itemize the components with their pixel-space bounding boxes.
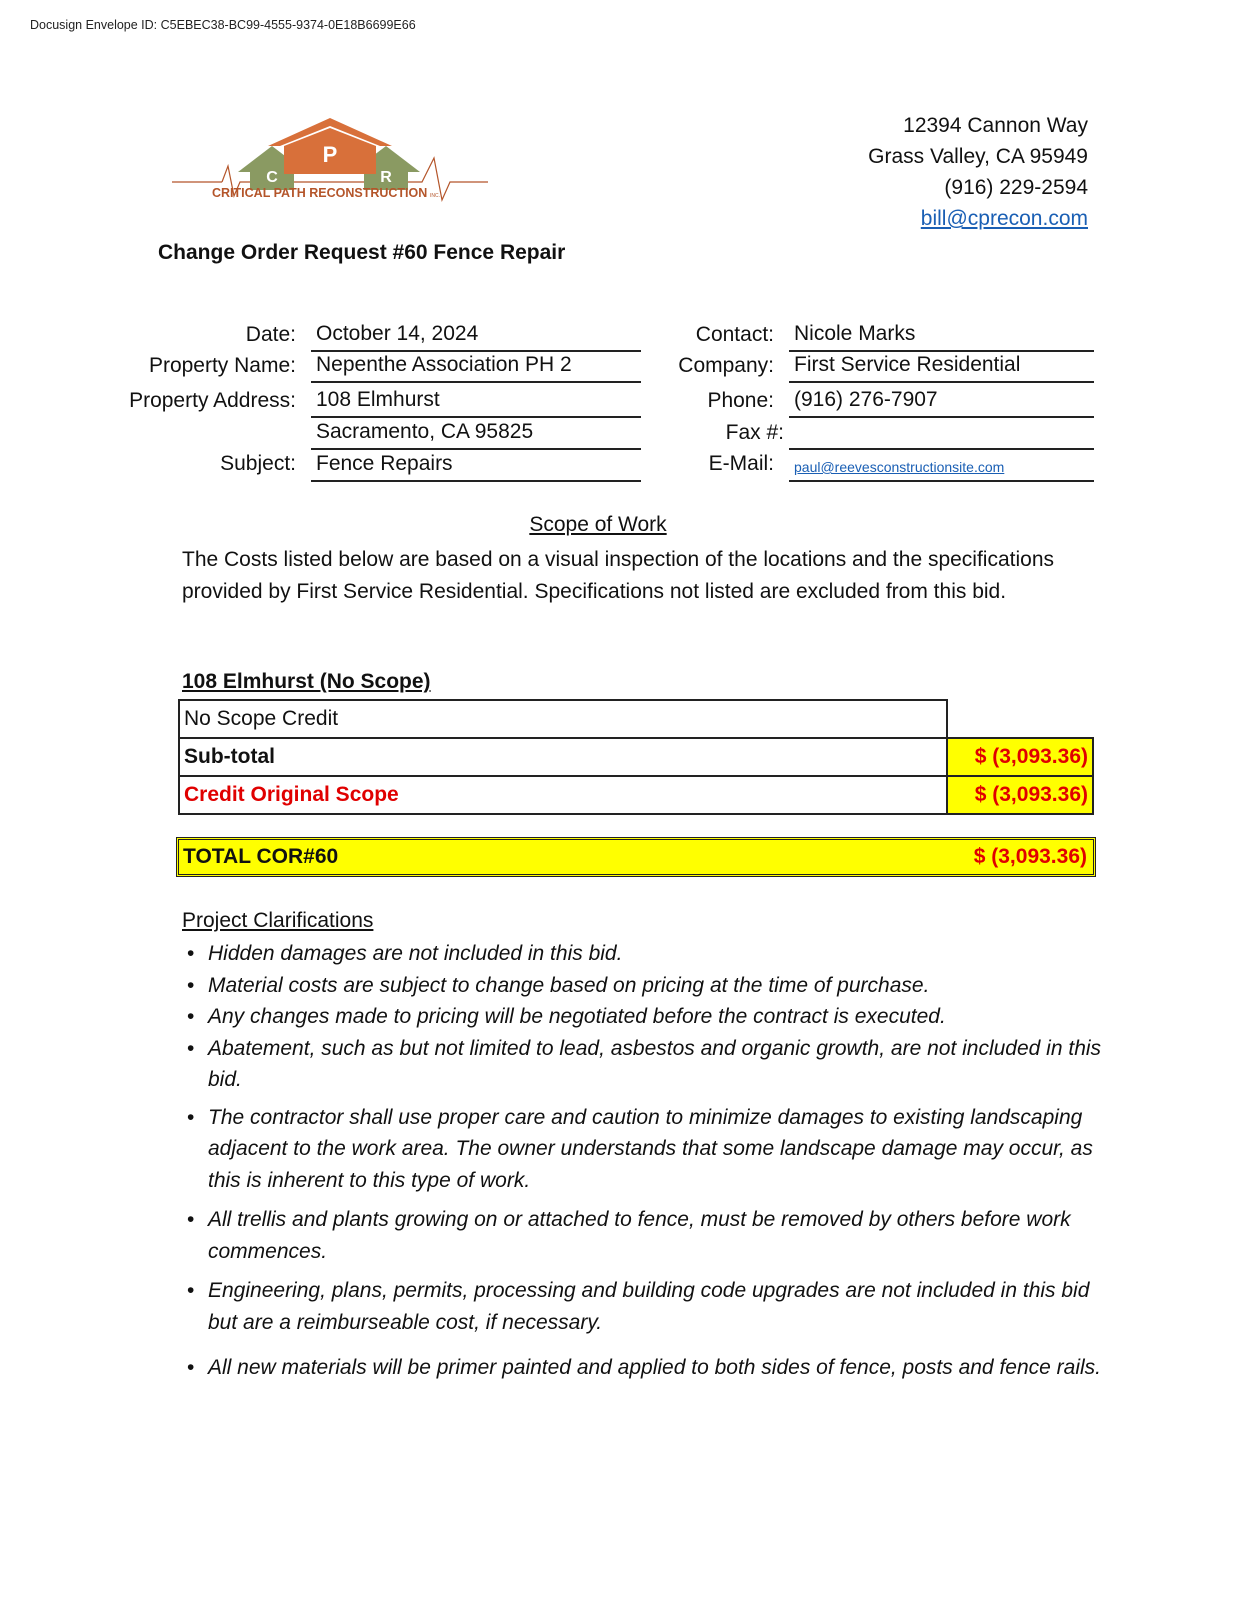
total-amount: $ (3,093.36)	[973, 845, 1087, 868]
scope-text: The Costs listed below are based on a visual inspection of the locations and the specifications provided by First Service Residential. Specifications not listed are excluded from this bid.	[182, 548, 1055, 603]
section-heading: 108 Elmhurst (No Scope)	[182, 670, 431, 693]
logo-company-name: CRITICAL PATH RECONSTRUCTION	[212, 186, 428, 200]
property-address-line-1: 108 Elmhurst	[311, 386, 641, 418]
list-item: • Any changes made to pricing will be negotiated before the contract is executed.	[182, 1001, 1102, 1033]
credit-label: Credit Original Scope	[179, 776, 947, 814]
contact-email-link[interactable]: paul@reevesconstructionsite.com	[794, 459, 1005, 475]
company-city: Grass Valley, CA 95949	[868, 145, 1088, 168]
line-item-amount	[947, 700, 1093, 738]
subtotal-amount: $ (3,093.36)	[947, 738, 1093, 776]
list-item: • All new materials will be primer painted and applied to both sides of fence, posts and fence rails.	[182, 1352, 1102, 1384]
email-value	[789, 450, 1094, 482]
company-address	[868, 110, 1088, 234]
list-item: • All trellis and plants growing on or attached to fence, must be removed by others before work commences.	[182, 1204, 1102, 1267]
logo-letter-p: P	[322, 142, 338, 167]
logo-letter-c: C	[266, 169, 278, 186]
property-name-label: Property Name:	[148, 354, 296, 377]
logo-suffix: INC.	[430, 193, 440, 199]
list-item: • Engineering, plans, permits, processing and building code upgrades are not included in this bid but are a reimburseable cost, if necessary.	[182, 1275, 1102, 1338]
docusign-envelope-id: Docusign Envelope ID: C5EBEC38-BC99-4555-9374-0E18B6699E66	[30, 18, 416, 32]
property-name-value: Nepenthe Association PH 2	[311, 351, 641, 383]
company-street: 12394 Cannon Way	[903, 114, 1088, 137]
document-title: Change Order Request #60 Fence Repair	[158, 241, 566, 264]
clarifications-title: Project Clarifications	[182, 909, 374, 932]
clarifications-list	[182, 938, 1102, 1384]
table-row	[179, 738, 1093, 776]
total-label: TOTAL COR#60	[183, 845, 339, 868]
company-logo	[172, 116, 488, 212]
property-address-label: Property Address:	[129, 389, 296, 412]
subject-value: Fence Repairs	[311, 450, 641, 482]
date-label: Date:	[245, 323, 296, 346]
company-value: First Service Residential	[789, 351, 1094, 383]
list-item: • Material costs are subject to change based on pricing at the time of purchase.	[182, 970, 1102, 1002]
company-email-link[interactable]: bill@cprecon.com	[920, 207, 1088, 230]
date-value: October 14, 2024	[311, 320, 641, 352]
credit-amount: $ (3,093.36)	[947, 776, 1093, 814]
list-item: • Hidden damages are not included in this bid.	[182, 938, 1102, 970]
cost-table	[178, 699, 1094, 815]
phone-value: (916) 276-7907	[789, 386, 1094, 418]
list-item: • The contractor shall use proper care and caution to minimize damages to existing landscaping adjacent to the work area. The owner understands that some landscape damage may occur, as this is inherent to this type of work.	[182, 1102, 1102, 1197]
contact-label: Contact:	[695, 323, 774, 346]
contact-value: Nicole Marks	[789, 320, 1094, 352]
phone-label: Phone:	[707, 389, 774, 412]
fax-label: Fax #:	[725, 421, 784, 444]
email-label: E-Mail:	[708, 452, 774, 475]
table-row	[179, 700, 1093, 738]
fax-value	[789, 418, 1094, 450]
list-item: • Abatement, such as but not limited to lead, asbestos and organic growth, are not included in this bid.	[182, 1033, 1102, 1096]
company-label: Company:	[678, 354, 774, 377]
property-address-line-2: Sacramento, CA 95825	[311, 418, 641, 450]
line-item-label: No Scope Credit	[179, 700, 947, 738]
subject-label: Subject:	[220, 452, 296, 475]
logo-letter-r: R	[380, 169, 392, 186]
company-phone: (916) 229-2594	[944, 176, 1088, 199]
scope-title: Scope of Work	[529, 513, 667, 536]
subtotal-label: Sub-total	[179, 738, 947, 776]
total-row	[176, 837, 1096, 877]
table-row	[179, 776, 1093, 814]
